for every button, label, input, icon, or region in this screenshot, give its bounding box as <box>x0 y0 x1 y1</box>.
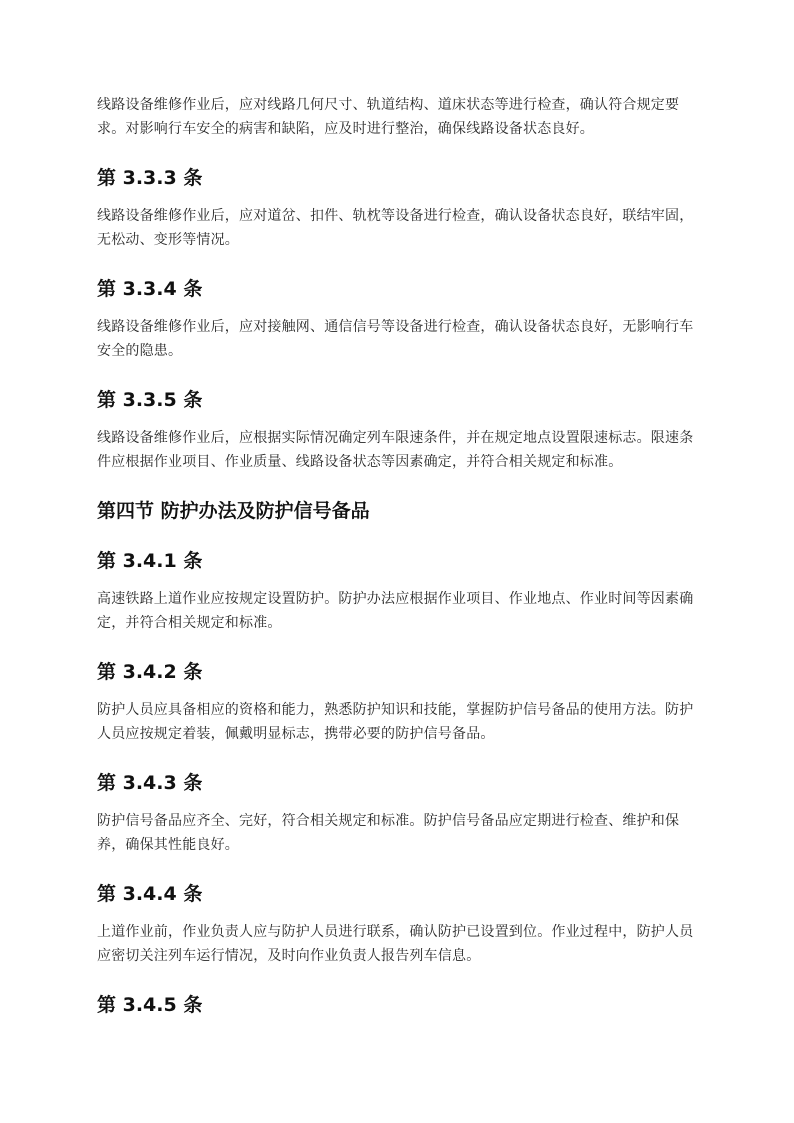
paragraph-3-4-4: 上道作业前，作业负责人应与防护人员进行联系，确认防护已设置到位。作业过程中，防护人员应密切关注列车运行情况，及时向作业负责人报告列车信息。 <box>97 924 694 964</box>
paragraph-3-3-2: 线路设备维修作业后，应对线路几何尺寸、轨道结构、道床状态等进行检查，确认符合规定要求。对影响行车安全的病害和缺陷，应及时进行整治，确保线路设备状态良好。 <box>97 97 680 137</box>
heading-3-4-1: 第 3.4.1 条 <box>97 550 203 572</box>
section-heading-4: 第四节 防护办法及防护信号备品 <box>97 500 370 522</box>
paragraph-3-3-4: 线路设备维修作业后，应对接触网、通信信号等设备进行检查，确认设备状态良好，无影响行车安全的隐患。 <box>97 319 694 359</box>
paragraph-3-4-3: 防护信号备品应齐全、完好，符合相关规定和标准。防护信号备品应定期进行检查、维护和保养，确保其性能良好。 <box>97 813 680 853</box>
paragraph-3-3-5: 线路设备维修作业后，应根据实际情况确定列车限速条件，并在规定地点设置限速标志。限速条件应根据作业项目、作业质量、线路设备状态等因素确定，并符合相关规定和标准。 <box>97 430 694 470</box>
heading-3-4-4: 第 3.4.4 条 <box>97 883 203 905</box>
paragraph-3-4-1: 高速铁路上道作业应按规定设置防护。防护办法应根据作业项目、作业地点、作业时间等因素确定，并符合相关规定和标准。 <box>97 591 694 631</box>
heading-3-4-2: 第 3.4.2 条 <box>97 661 203 683</box>
heading-3-3-4: 第 3.3.4 条 <box>97 278 203 300</box>
paragraph-3-3-3: 线路设备维修作业后，应对道岔、扣件、轨枕等设备进行检查，确认设备状态良好，联结牢固，无松动、变形等情况。 <box>97 208 694 248</box>
heading-3-3-3: 第 3.3.3 条 <box>97 167 203 189</box>
document-page <box>97 93 703 1018</box>
paragraph-3-4-2: 防护人员应具备相应的资格和能力，熟悉防护知识和技能，掌握防护信号备品的使用方法。防护人员应按规定着装，佩戴明显标志，携带必要的防护信号备品。 <box>97 702 694 742</box>
heading-3-4-3: 第 3.4.3 条 <box>97 772 203 794</box>
heading-3-3-5: 第 3.3.5 条 <box>97 389 203 411</box>
heading-3-4-5: 第 3.4.5 条 <box>97 994 203 1016</box>
